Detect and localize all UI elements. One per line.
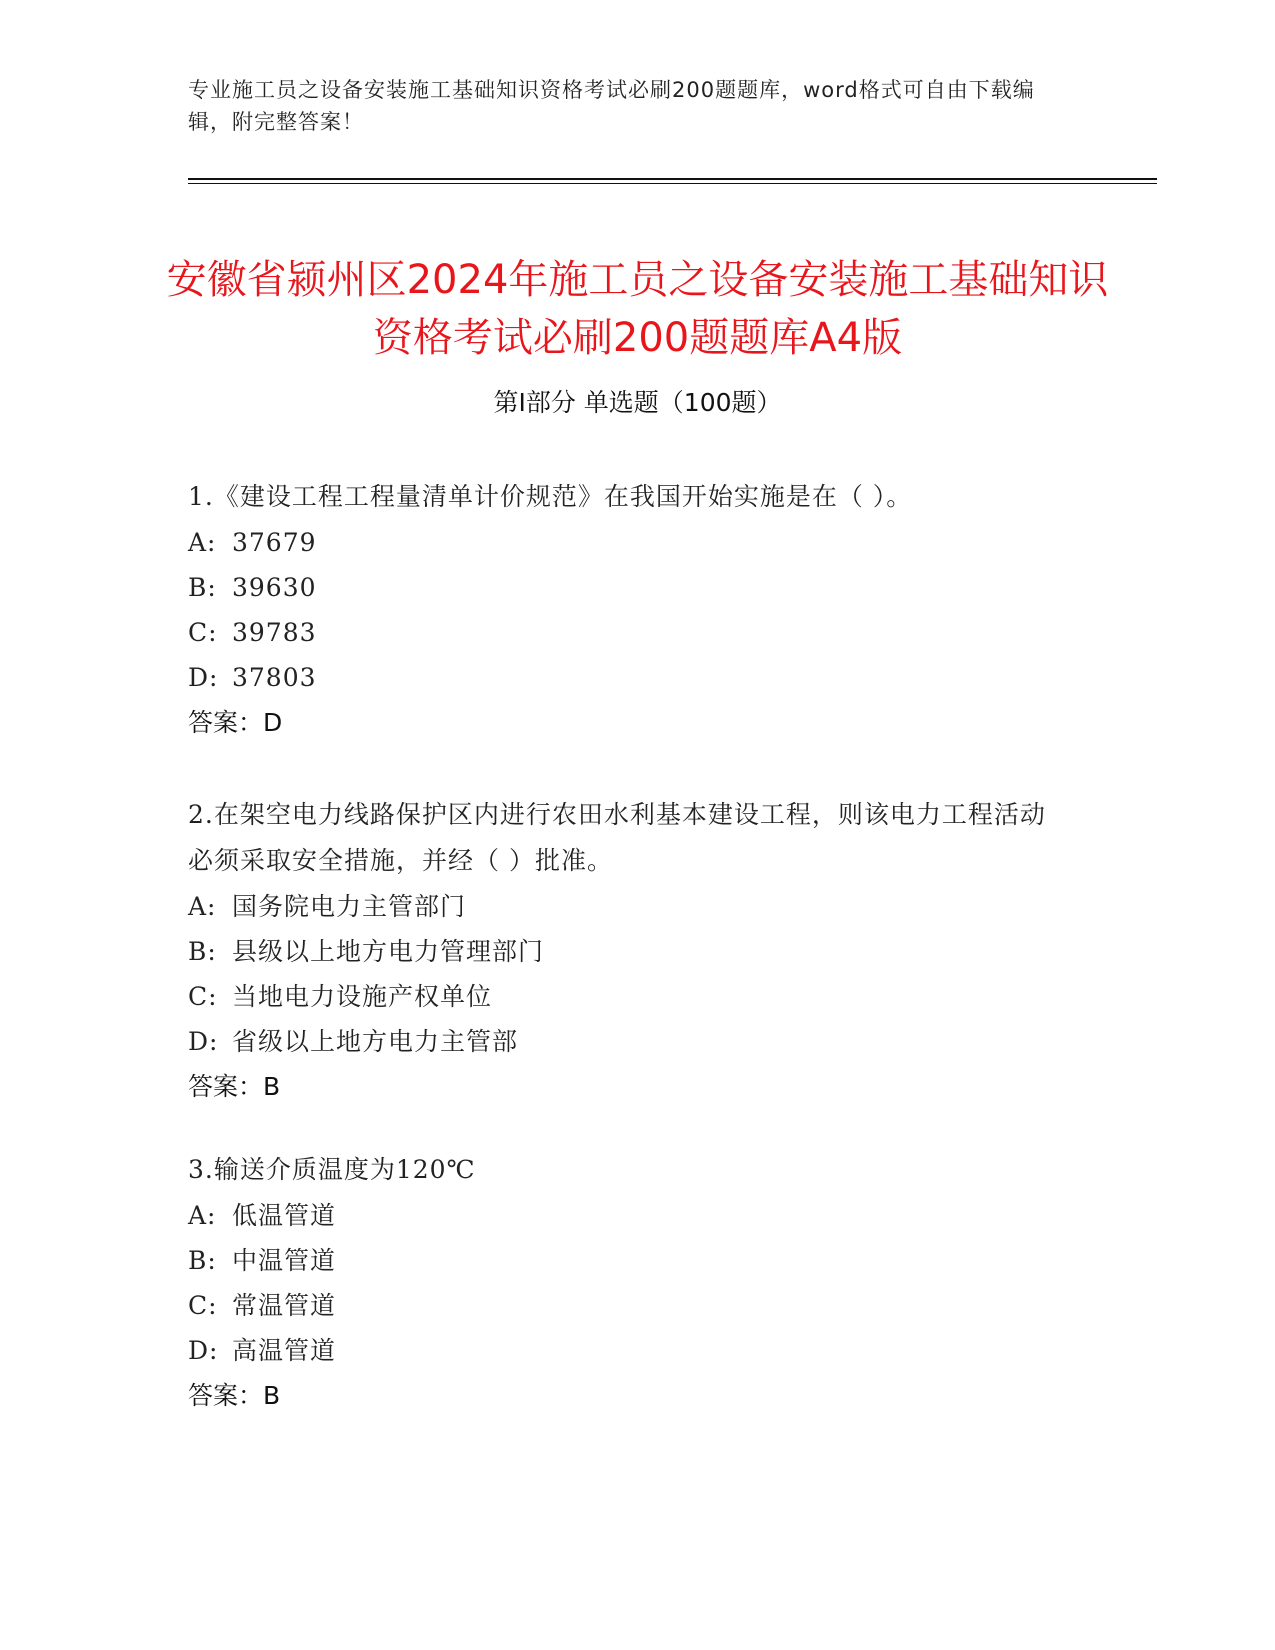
option-label: A:: [188, 528, 217, 557]
option-text: 当地电力设施产权单位: [232, 982, 493, 1011]
option-text: 县级以上地方电力管理部门: [232, 937, 545, 966]
intro-text: 专业施工员之设备安装施工基础知识资格考试必刷200题题库，word格式可自由下载编辑，附完整答案！: [188, 78, 1035, 134]
answer: 答案：D: [188, 708, 283, 737]
option-text: 国务院电力主管部门: [232, 892, 467, 921]
option-d: [188, 1328, 1068, 1373]
section-heading: 第Ⅰ部分 单选题（100题）: [493, 388, 782, 417]
question-1: [188, 474, 1068, 745]
option-label: A:: [188, 892, 217, 921]
option-c: [188, 1283, 1068, 1328]
option-text: 中温管道: [232, 1246, 337, 1275]
option-text: 39783: [232, 618, 317, 647]
option-text: 常温管道: [232, 1291, 337, 1320]
option-label: C:: [188, 982, 218, 1011]
answer: 答案：B: [188, 1381, 281, 1410]
option-text: 37679: [232, 528, 317, 557]
option-d: [188, 1019, 1068, 1064]
option-text: 省级以上地方电力主管部: [232, 1027, 519, 1056]
option-text: 高温管道: [232, 1336, 337, 1365]
option-label: D:: [188, 663, 219, 692]
question-3: [188, 1147, 1068, 1418]
option-b: [188, 565, 1068, 610]
option-text: 低温管道: [232, 1201, 337, 1230]
option-text: 37803: [232, 663, 317, 692]
option-b: [188, 1238, 1068, 1283]
option-text: 39630: [232, 573, 317, 602]
option-a: [188, 1193, 1068, 1238]
option-label: D:: [188, 1027, 219, 1056]
option-label: B:: [188, 1246, 217, 1275]
option-label: B:: [188, 937, 217, 966]
option-c: [188, 610, 1068, 655]
question-stem: 1.《建设工程工程量清单计价规范》在我国开始实施是在（ ）。: [188, 482, 913, 511]
option-label: B:: [188, 573, 217, 602]
question-stem: 3.输送介质温度为120℃: [188, 1155, 476, 1184]
header-divider-thin: [188, 183, 1157, 184]
option-label: A:: [188, 1201, 217, 1230]
header-divider-thick: [188, 178, 1157, 180]
option-a: [188, 520, 1068, 565]
question-2: [188, 792, 1068, 1109]
question-stem: 2.在架空电力线路保护区内进行农田水利基本建设工程，则该电力工程活动必须采取安全措施，并经（ ）批准。: [188, 800, 1046, 875]
option-b: [188, 929, 1068, 974]
option-label: D:: [188, 1336, 219, 1365]
option-c: [188, 974, 1068, 1019]
document-title: 安徽省颍州区2024年施工员之设备安装施工基础知识资格考试必刷200题题库A4版: [166, 256, 1109, 361]
option-label: C:: [188, 618, 218, 647]
option-label: C:: [188, 1291, 218, 1320]
option-d: [188, 655, 1068, 700]
answer: 答案：B: [188, 1072, 281, 1101]
option-a: [188, 884, 1068, 929]
